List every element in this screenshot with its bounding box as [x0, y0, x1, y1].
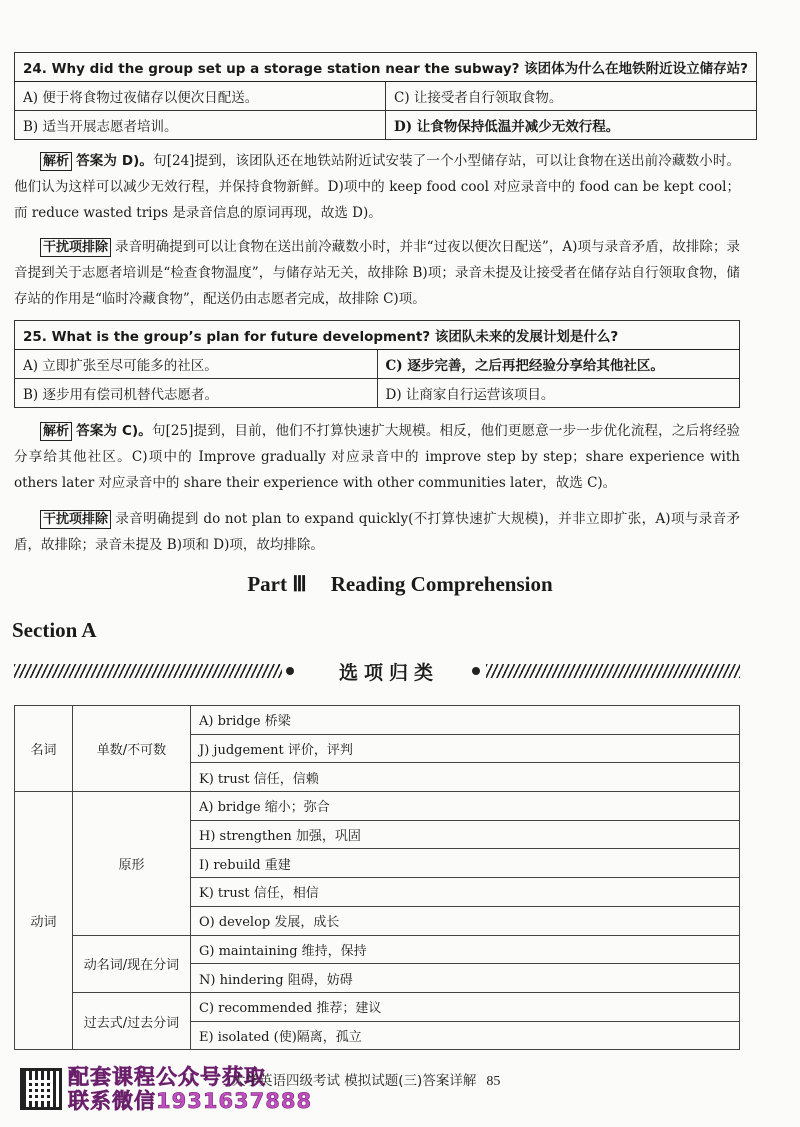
distractor-text: 录音明确提到 do not plan to expand quickly(不打算快速扩大规模)，并非立即扩张，A)项与录音矛盾，故排除；录音未提及 B)项和 D)项，故均排除。 [14, 511, 740, 553]
distractor-tag: 干扰项排除 [40, 238, 111, 257]
part-title [0, 572, 800, 597]
book-title: 大学英语四级考试 模拟试题(三)答案详解 [232, 1073, 477, 1089]
vocab-item: G) maintaining 维持，保持 [191, 935, 740, 964]
q25-option-a: A) 立即扩张至尽可能多的社区。 [15, 350, 378, 379]
vocab-item: E) isolated (使)隔离，孤立 [191, 1021, 740, 1050]
q24-option-a: A) 便于将食物过夜储存以便次日配送。 [15, 82, 386, 111]
vocab-item: C) recommended 推荐；建议 [191, 992, 740, 1021]
question-25-stem: 25. What is the group’s plan for future development? 该团队未来的发展计划是什么? [15, 321, 740, 350]
vocab-item: K) trust 信任，信赖 [191, 763, 740, 792]
question-24-table [14, 52, 757, 140]
qr-code-icon [20, 1068, 62, 1110]
hatch-decoration-left [14, 664, 282, 678]
verb-ing-form: 动名词/现在分词 [73, 935, 191, 992]
bullet-dot [286, 667, 294, 675]
vocab-table [14, 705, 740, 1050]
vocab-item: I) rebuild 重建 [191, 849, 740, 878]
distractor-text: 录音明确提到可以让食物在送出前冷藏数小时，并非“过夜以便次日配送”，A)项与录音矛盾，故排除；录音提到关于志愿者培训是“检查食物温度”，与储存站无关，故排除 B)项；录音未提及让接受者在储存站自行领取食物，储存站的作用是“临时冷藏食物”，配送仍由志愿者完成，故排除 C)项。 [14, 239, 740, 307]
page-number: 85 [486, 1074, 501, 1089]
analysis-25 [14, 418, 740, 496]
distractor-25 [14, 506, 740, 558]
section-banner [14, 660, 740, 682]
promo-watermark-line2: 联系微信1931637888 [68, 1089, 313, 1113]
pos-noun: 名词 [15, 706, 73, 792]
vocab-item: O) develop 发展，成长 [191, 906, 740, 935]
analysis-24 [14, 148, 740, 226]
banner-title: 选项归类 [338, 662, 439, 684]
question-24-stem: 24. Why did the group set up a storage station near the subway? 该团体为什么在地铁附近设立储存站? [15, 53, 757, 82]
hatch-decoration-right [486, 664, 740, 678]
q25-option-d: D) 让商家自行运营该项目。 [377, 379, 740, 408]
vocab-item: H) strengthen 加强，巩固 [191, 820, 740, 849]
q24-option-d: D) 让食物保持低温并减少无效行程。 [386, 111, 757, 140]
q24-option-b: B) 适当开展志愿者培训。 [15, 111, 386, 140]
question-25-table [14, 320, 740, 408]
analysis-tag: 解析 [40, 422, 72, 441]
pos-verb: 动词 [15, 792, 73, 1050]
vocab-item: J) judgement 评价，评判 [191, 734, 740, 763]
answer-label: 答案为 D)。 [76, 153, 154, 169]
part-name: Reading Comprehension [330, 572, 553, 596]
vocab-item: N) hindering 阻碍，妨碍 [191, 964, 740, 993]
verb-base-form: 原形 [73, 792, 191, 935]
answer-label: 答案为 C)。 [76, 423, 152, 439]
q25-option-b: B) 逐步用有偿司机替代志愿者。 [15, 379, 378, 408]
page-footer [0, 1066, 800, 1126]
vocab-item: A) bridge 缩小；弥合 [191, 792, 740, 821]
vocab-item: A) bridge 桥梁 [191, 706, 740, 735]
section-title: Section A [12, 618, 97, 642]
analysis-text: 句[25]提到，目前，他们不打算快速扩大规模。相反，他们更愿意一步一步优化流程，之后将经验分享给其他社区。C)项中的 Improve gradually 对应录音中的 improve step by step；share experience with others later 对应录音中的 share their experience with other communities later，故选 C)。 [14, 423, 740, 491]
q24-option-c: C) 让接受者自行领取食物。 [386, 82, 757, 111]
promo-watermark-line1: 配套课程公众号获取 [68, 1065, 266, 1089]
verb-ed-form: 过去式/过去分词 [73, 992, 191, 1049]
distractor-tag: 干扰项排除 [40, 510, 111, 529]
vocab-item: K) trust 信任，相信 [191, 878, 740, 907]
part-numeral: Part Ⅲ [247, 572, 307, 596]
distractor-24 [14, 234, 740, 312]
bullet-dot [472, 667, 480, 675]
analysis-tag: 解析 [40, 152, 72, 171]
noun-form: 单数/不可数 [73, 706, 191, 792]
q25-option-c: C) 逐步完善，之后再把经验分享给其他社区。 [377, 350, 740, 379]
analysis-text: 句[24]提到，该团队还在地铁站附近试安装了一个小型储存站，可以让食物在送出前冷藏数小时。他们认为这样可以减少无效行程，并保持食物新鲜。D)项中的 keep food cool 对应录音中的 food can be kept cool；而 reduce wasted trips 是录音信息的原词再现，故选 D)。 [14, 153, 741, 221]
running-footer [232, 1069, 500, 1090]
